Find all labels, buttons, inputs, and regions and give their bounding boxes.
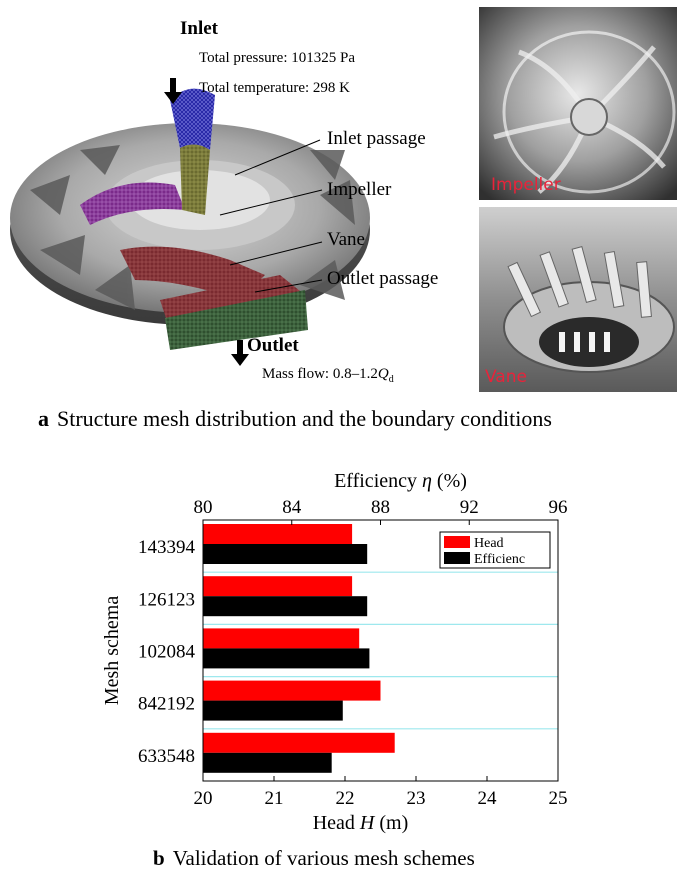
top-axis-title: Efficiency η (%) — [334, 470, 467, 492]
bottom-tick-label: 21 — [264, 788, 284, 809]
figure-a-caption-text: Structure mesh distribution and the boundary conditions — [57, 406, 552, 431]
figure-b-letter: b — [153, 846, 165, 870]
legend-swatch — [444, 536, 470, 548]
impeller-photo-label: Impeller — [491, 175, 561, 195]
bottom-tick-label: 20 — [193, 788, 213, 809]
top-tick-label: 84 — [282, 497, 302, 518]
bottom-tick-label: 22 — [335, 788, 355, 809]
mass-flow-subscript: d — [388, 374, 394, 385]
figure-a-letter: a — [38, 406, 49, 431]
vane-photo — [479, 207, 677, 392]
inlet-passage-label: Inlet passage — [327, 128, 426, 149]
vane-photo-image — [479, 207, 677, 392]
bar-head — [203, 681, 381, 701]
mass-flow-q: Q — [377, 366, 389, 382]
inlet-pressure-label: Total pressure: 101325 Pa — [199, 50, 356, 66]
inlet-title: Inlet — [180, 18, 218, 39]
category-tick-label: 842192 — [138, 693, 195, 715]
mesh-validation-chart — [0, 460, 685, 840]
outlet-passage-label: Outlet passage — [327, 268, 439, 289]
category-tick-label: 143394 — [138, 537, 195, 559]
bar-efficiency — [203, 648, 369, 668]
figure-a-caption — [38, 406, 552, 432]
bar-efficiency — [203, 596, 367, 616]
legend-label: Efficienc — [474, 552, 526, 567]
top-tick-label: 92 — [459, 497, 479, 518]
category-tick-label: 126123 — [138, 589, 195, 611]
legend-swatch — [444, 552, 470, 564]
legend-label: Head — [474, 536, 504, 551]
impeller-label: Impeller — [327, 179, 392, 200]
vane-photo-label: Vane — [485, 367, 527, 387]
category-tick-label: 102084 — [138, 641, 195, 663]
vane-label: Vane — [327, 229, 365, 250]
bar-efficiency — [203, 753, 332, 773]
bar-efficiency — [203, 544, 367, 564]
category-tick-label: 633548 — [138, 745, 195, 767]
bar-head — [203, 576, 352, 596]
bottom-tick-label: 23 — [406, 788, 426, 809]
figure-a — [0, 0, 685, 440]
figure-b-caption — [153, 846, 475, 871]
bar-head — [203, 524, 352, 544]
outlet-title: Outlet — [247, 335, 299, 356]
bottom-tick-label: 24 — [477, 788, 497, 809]
mass-flow-text: Mass flow: 0.8–1.2 — [262, 366, 378, 382]
impeller-photo-image — [479, 7, 677, 200]
y-axis-title: Mesh schema — [101, 595, 123, 706]
bar-efficiency — [203, 701, 343, 721]
figure-b-caption-text: Validation of various mesh schemes — [172, 846, 475, 870]
top-tick-label: 80 — [193, 497, 213, 518]
inlet-temperature-label: Total temperature: 298 K — [199, 80, 350, 96]
bar-head — [203, 628, 359, 648]
top-tick-label: 88 — [371, 497, 390, 518]
bar-head — [203, 733, 395, 753]
mass-flow-label — [262, 366, 394, 385]
bottom-tick-label: 25 — [548, 788, 568, 809]
figure-b — [0, 460, 685, 887]
impeller-photo — [479, 7, 677, 200]
top-tick-label: 96 — [548, 497, 568, 518]
bottom-axis-title: Head H (m) — [312, 812, 409, 834]
